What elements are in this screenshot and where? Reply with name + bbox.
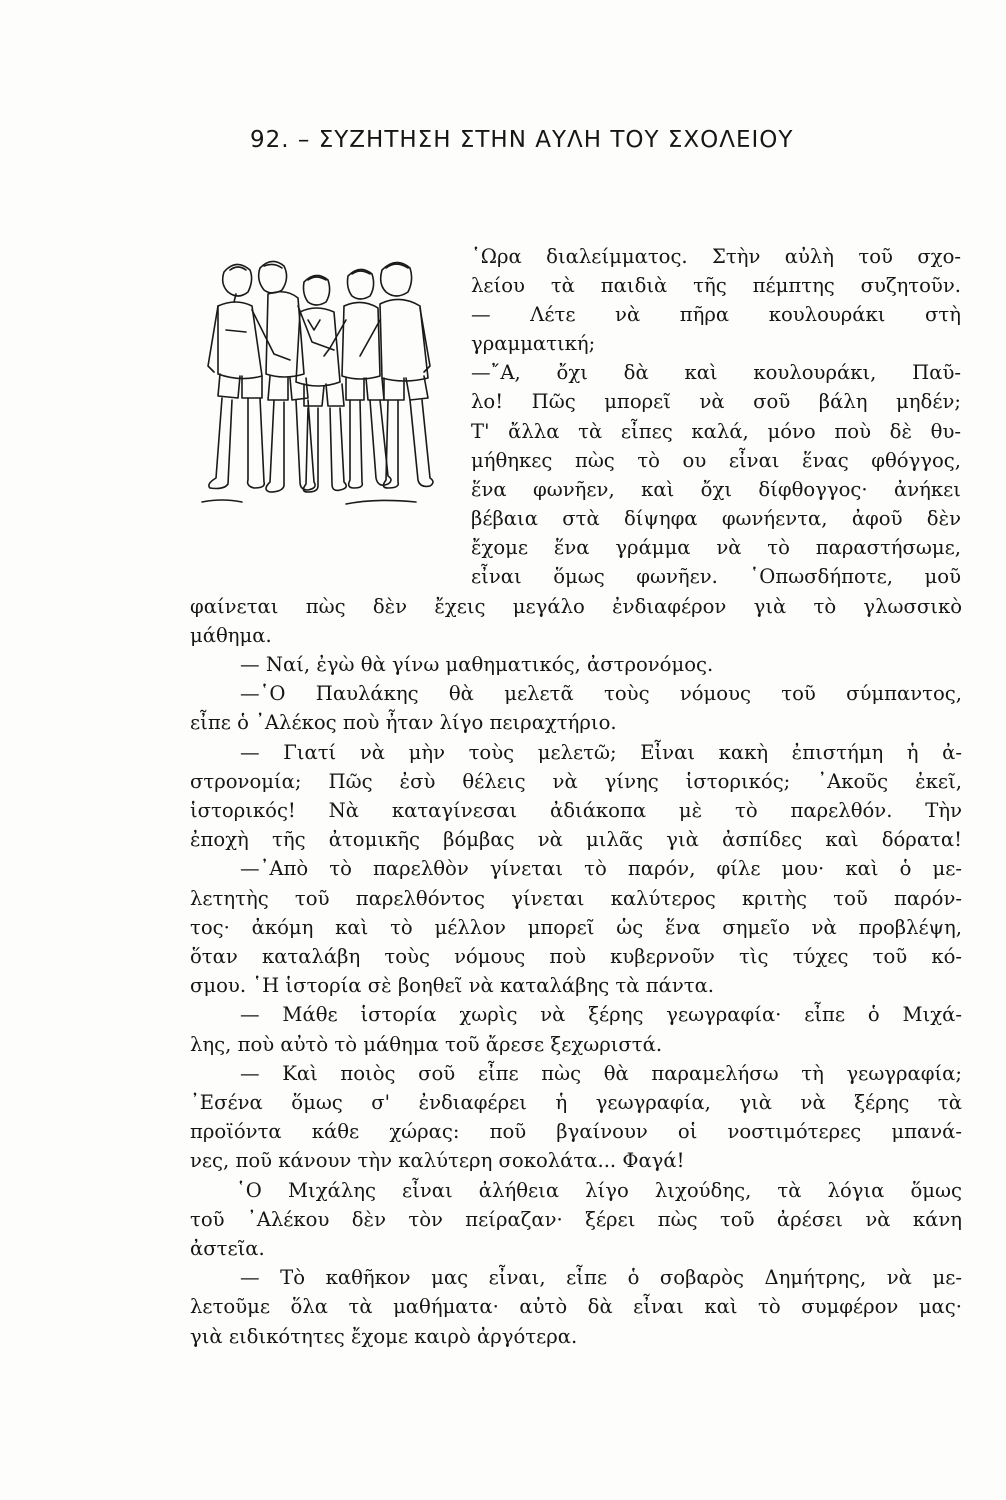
text-line: ἔχομε ἕνα γράμμα νὰ τὸ παραστήσωμε, [471, 536, 961, 559]
text-line: λο! Πῶς μπορεῖ νὰ σοῦ βάλη μηδέν; [471, 390, 961, 413]
ground-stroke [346, 500, 416, 504]
text-line: ἕνα φωνῆεν, καὶ ὄχι δίφθογγος· ἀνήκει [471, 478, 961, 501]
text-line: — Γιατί νὰ μὴν τοὺς μελετῶ; Εἶναι κακὴ ἐπιστήμη ἡ ἀ- [240, 741, 962, 764]
page-title: 92. – ΣΥΖΗΤΗΣΗ ΣΤΗΝ ΑΥΛΗ ΤΟΥ ΣΧΟΛΕΙΟΥ [250, 127, 794, 153]
text-line: ῾Ωρα διαλείμματος. Στὴν αὐλὴ τοῦ σχο- [471, 245, 961, 268]
text-line: γιὰ ειδικότητες ἔχομε καιρὸ ἀργότερα. [190, 1325, 578, 1348]
text-line: ᾿Εσένα ὅμως σ' ἐνδιαφέρει ἡ γεωγραφία, γιὰ νὰ ξέρης τὰ [190, 1091, 962, 1114]
text-line: ἀστεῖα. [190, 1237, 265, 1260]
text-line: τος· ἀκόμη καὶ τὸ μέλλον μπορεῖ ὡς ἕνα σημεῖο νὰ προβλέψη, [190, 916, 962, 939]
children-talking-illustration [196, 250, 436, 520]
boy-fourth-figure [324, 269, 391, 488]
text-line: εἶναι ὅμως φωνῆεν. ῾Οπωσδήποτε, μοῦ [471, 565, 961, 588]
text-line: ὅταν καταλάβη τοὺς νόμους ποὺ κυβερνοῦν τὶς τύχες τοῦ κό- [190, 945, 962, 968]
text-line: — Καὶ ποιὸς σοῦ εἶπε πὼς θὰ παραμελήσω τὴ γεωγραφία; [240, 1062, 962, 1085]
text-line: λείου τὰ παιδιὰ τῆς πέμπτης συζητοῦν. [471, 274, 961, 297]
text-line: στρονομία; Πῶς ἐσὺ θέλεις νὰ γίνης ἱστορικός; ᾿Ακοῦς ἐκεῖ, [190, 770, 962, 793]
text-line: —῾Ο Παυλάκης θὰ μελετᾶ τοὺς νόμους τοῦ σύμπαντος, [240, 682, 962, 705]
text-line: λης, ποὺ αὐτὸ τὸ μάθημα τοῦ ἄρεσε ξεχωριστά. [190, 1033, 663, 1056]
text-line: Τ' ἄλλα τὰ εἶπες καλά, μόνο ποὺ δὲ θυ- [471, 420, 961, 443]
text-line: λετοῦμε ὅλα τὰ μαθήματα· αὐτὸ δὰ εἶναι καὶ τὸ συμφέρον μας· [190, 1295, 962, 1318]
text-line: φαίνεται πὼς δὲν ἔχεις μεγάλο ἐνδιαφέρον γιὰ τὸ γλωσσικὸ [190, 595, 962, 618]
boy-right-figure [360, 262, 433, 488]
text-line: ἱστορικός! Νὰ καταγίνεσαι ἀδιάκοπα μὲ τὸ παρελθόν. Τὴν [190, 799, 962, 822]
ground-stroke [202, 500, 242, 502]
text-line: εἶπε ὁ ᾿Αλέκος ποὺ ἦταν λίγο πειραχτήριο. [190, 711, 617, 734]
text-line: — Λέτε νὰ πῆρα κουλουράκι στὴ [471, 303, 961, 326]
text-line: βέβαια στὰ δίψηφα φωνήεντα, ἀφοῦ δὲν [471, 507, 961, 530]
text-line: γραμματική; [471, 332, 596, 355]
text-line: —᾿Απὸ τὸ παρελθὸν γίνεται τὸ παρόν, φίλε μου· καὶ ὁ με- [240, 857, 962, 880]
text-line: —῎Α, ὄχι δὰ καὶ κουλουράκι, Παῦ- [471, 361, 961, 384]
text-line: λετητὴς τοῦ παρελθόντος γίνεται καλύτερος κριτὴς τοῦ παρόν- [190, 887, 962, 910]
text-line: μήθηκες πὼς τὸ ου εἶναι ἕνας φθόγγος, [471, 449, 961, 472]
text-line: μάθημα. [190, 624, 272, 647]
text-line: σμου. ῾Η ἱστορία σὲ βοηθεῖ νὰ καταλάβης τὰ πάντα. [190, 974, 715, 997]
text-line: — Ναί, ἐγὼ θὰ γίνω μαθηματικός, ἀστρονόμος. [240, 653, 714, 676]
boy-center-figure [296, 275, 346, 492]
text-line: ἐποχὴ τῆς ἀτομικῆς βόμβας νὰ μιλᾶς γιὰ ἀσπίδες καὶ δόρατα! [190, 828, 962, 851]
text-line: — Μάθε ἱστορία χωρὶς νὰ ξέρης γεωγραφία· εἶπε ὁ Μιχά- [240, 1003, 962, 1026]
text-line: τοῦ ᾿Αλέκου δὲν τὸν πείραζαν· ξέρει πὼς τοῦ ἀρέσει νὰ κάνη [190, 1208, 962, 1231]
text-line: προϊόντα κάθε χώρας: ποῦ βγαίνουν οἱ νοστιμότερες μπανά- [190, 1120, 962, 1143]
text-line: νες, ποῦ κάνουν τὴν καλύτερη σοκολάτα... Φαγά! [190, 1149, 685, 1172]
text-line: — Τὸ καθῆκον μας εἶναι, εἶπε ὁ σοβαρὸς Δημήτρης, νὰ με- [240, 1266, 962, 1289]
text-line: ῾Ο Μιχάλης εἶναι ἀλήθεια λίγο λιχούδης, τὰ λόγια ὅμως [236, 1179, 962, 1202]
